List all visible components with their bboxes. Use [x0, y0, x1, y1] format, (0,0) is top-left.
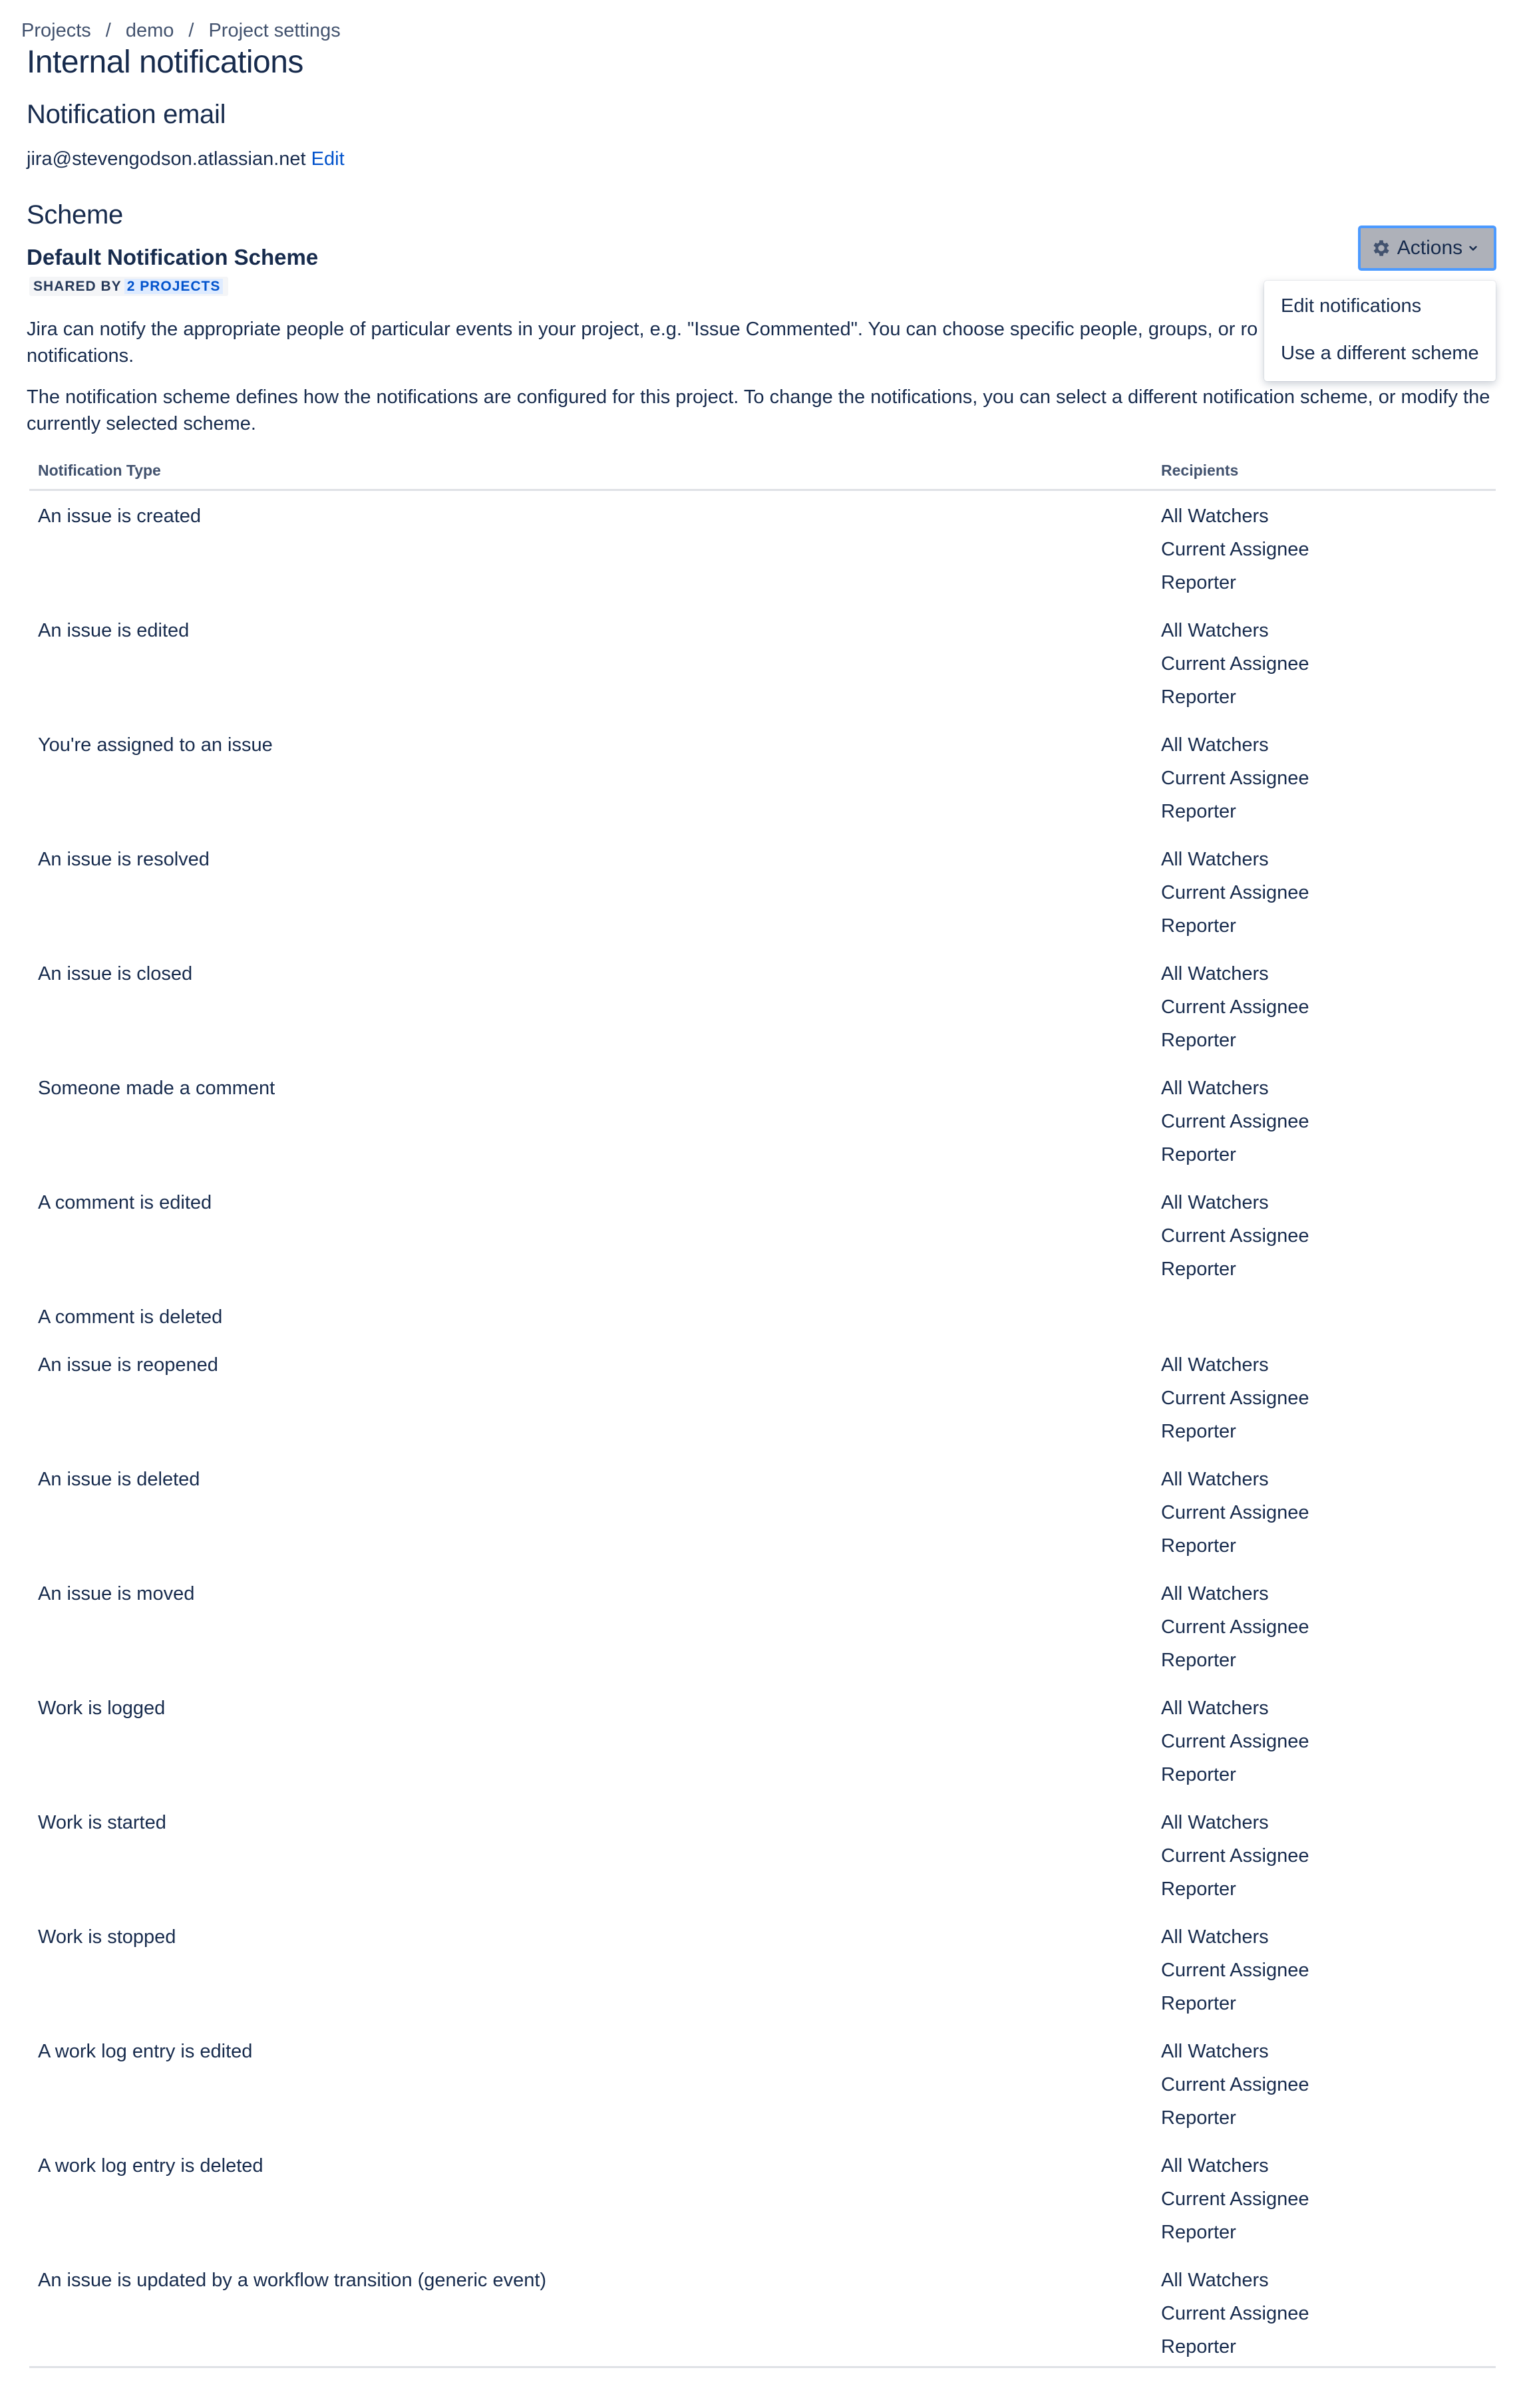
recipient-cell: All Watchers	[1161, 2270, 1269, 2291]
recipient-cell: Reporter	[1161, 2107, 1236, 2129]
notification-type-cell: Someone made a comment	[38, 1078, 275, 1099]
notification-type-cell: An issue is closed	[38, 963, 193, 984]
recipient-cell: All Watchers	[1161, 1583, 1269, 1604]
notification-type-cell: A comment is deleted	[38, 1306, 223, 1328]
recipient-cell: All Watchers	[1161, 2041, 1269, 2062]
recipient-cell: All Watchers	[1161, 1192, 1269, 1213]
notification-type-cell: An issue is updated by a workflow transition (generic event)	[38, 2270, 547, 2291]
scheme-description-1: Jira can notify the appropriate people of particular events in your project, e.g. "Issue Commented". You can choose specific people, groups, or ro	[27, 319, 1258, 340]
recipient-cell: Reporter	[1161, 1650, 1236, 1671]
recipient-cell: Current Assignee	[1161, 1111, 1309, 1132]
recipient-cell: Reporter	[1161, 801, 1236, 822]
breadcrumb-demo[interactable]: demo	[125, 20, 174, 41]
menu-item-use-different-scheme[interactable]: Use a different scheme	[1281, 343, 1479, 364]
notification-type-cell: A work log entry is deleted	[38, 2155, 263, 2177]
notification-type-cell: An issue is reopened	[38, 1354, 218, 1376]
recipient-cell: All Watchers	[1161, 1354, 1269, 1376]
recipient-cell: Current Assignee	[1161, 1502, 1309, 1523]
recipient-cell: Reporter	[1161, 2336, 1236, 2357]
recipient-cell: Current Assignee	[1161, 1731, 1309, 1752]
recipient-cell: Current Assignee	[1161, 1616, 1309, 1638]
column-header-recipients: Recipients	[1161, 462, 1239, 479]
scheme-description-1-cont: notifications.	[27, 345, 134, 367]
recipient-cell: Current Assignee	[1161, 653, 1309, 675]
notification-type-cell: An issue is moved	[38, 1583, 195, 1604]
shared-by-lozenge	[29, 277, 228, 296]
recipient-cell: All Watchers	[1161, 1926, 1269, 1948]
breadcrumb	[21, 20, 341, 42]
recipient-cell: Current Assignee	[1161, 996, 1309, 1018]
recipient-cell: Reporter	[1161, 1535, 1236, 1557]
recipient-cell: Current Assignee	[1161, 2303, 1309, 2324]
recipient-cell: Current Assignee	[1161, 2188, 1309, 2210]
recipient-cell: All Watchers	[1161, 734, 1269, 756]
gear-icon	[1371, 237, 1392, 259]
breadcrumb-separator: /	[105, 20, 111, 41]
recipient-cell: All Watchers	[1161, 1078, 1269, 1099]
recipient-cell: All Watchers	[1161, 849, 1269, 870]
column-header-notification-type: Notification Type	[38, 462, 161, 479]
recipient-cell: Reporter	[1161, 915, 1236, 937]
recipient-cell: All Watchers	[1161, 506, 1269, 527]
recipient-cell: Reporter	[1161, 686, 1236, 708]
notification-type-cell: You're assigned to an issue	[38, 734, 273, 756]
scheme-description-2: The notification scheme defines how the notifications are configured for this project. To change the notifications, you can select a different notification scheme, or modify the currently selected scheme.	[27, 386, 1490, 434]
shared-by-label: SHARED BY	[33, 279, 122, 294]
scheme-name: Default Notification Scheme	[27, 245, 319, 269]
breadcrumb-separator: /	[188, 20, 194, 41]
notification-type-cell: Work is started	[38, 1812, 166, 1833]
recipient-cell: Current Assignee	[1161, 768, 1309, 789]
page-title: Internal notifications	[27, 45, 303, 80]
table-header-divider	[29, 489, 1496, 491]
recipient-cell: Current Assignee	[1161, 1960, 1309, 1981]
recipient-cell: Reporter	[1161, 1879, 1236, 1900]
edit-email-link[interactable]: Edit	[311, 148, 345, 170]
shared-projects-link[interactable]: 2 PROJECTS	[124, 279, 224, 294]
menu-item-edit-notifications[interactable]: Edit notifications	[1281, 295, 1422, 317]
recipient-cell: Current Assignee	[1161, 1388, 1309, 1409]
chevron-down-icon	[1468, 243, 1478, 253]
actions-button[interactable]	[1358, 226, 1496, 271]
notification-type-cell: An issue is deleted	[38, 1469, 200, 1490]
recipient-cell: Reporter	[1161, 1030, 1236, 1051]
recipient-cell: Current Assignee	[1161, 1225, 1309, 1247]
notification-email-row	[27, 148, 345, 170]
actions-label: Actions	[1397, 237, 1463, 259]
recipient-cell: Reporter	[1161, 1993, 1236, 2014]
breadcrumb-projects[interactable]: Projects	[21, 20, 91, 41]
actions-menu	[1264, 281, 1496, 381]
recipient-cell: All Watchers	[1161, 963, 1269, 984]
recipient-cell: Reporter	[1161, 1764, 1236, 1785]
recipient-cell: Reporter	[1161, 2222, 1236, 2243]
recipient-cell: All Watchers	[1161, 1698, 1269, 1719]
recipient-cell: Reporter	[1161, 1259, 1236, 1280]
recipient-cell: All Watchers	[1161, 1812, 1269, 1833]
notification-type-cell: An issue is created	[38, 506, 202, 527]
notification-type-cell: A work log entry is edited	[38, 2041, 253, 2062]
recipient-cell: Reporter	[1161, 1421, 1236, 1442]
recipient-cell: Current Assignee	[1161, 2074, 1309, 2095]
notification-type-cell: Work is stopped	[38, 1926, 176, 1948]
recipient-cell: Current Assignee	[1161, 882, 1309, 903]
table-bottom-divider	[29, 2366, 1496, 2368]
notification-type-cell: A comment is edited	[38, 1192, 212, 1213]
notification-type-cell: An issue is edited	[38, 620, 190, 641]
breadcrumb-project-settings[interactable]: Project settings	[208, 20, 341, 41]
notification-email-heading: Notification email	[27, 100, 226, 129]
recipient-cell: Reporter	[1161, 1144, 1236, 1165]
recipient-cell: All Watchers	[1161, 620, 1269, 641]
recipient-cell: Reporter	[1161, 572, 1236, 593]
recipient-cell: Current Assignee	[1161, 1845, 1309, 1867]
recipient-cell: All Watchers	[1161, 1469, 1269, 1490]
notification-type-cell: An issue is resolved	[38, 849, 210, 870]
recipient-cell: All Watchers	[1161, 2155, 1269, 2177]
scheme-heading: Scheme	[27, 200, 123, 229]
recipient-cell: Current Assignee	[1161, 539, 1309, 560]
notification-type-cell: Work is logged	[38, 1698, 166, 1719]
notification-email-address: jira@stevengodson.atlassian.net	[27, 148, 306, 170]
